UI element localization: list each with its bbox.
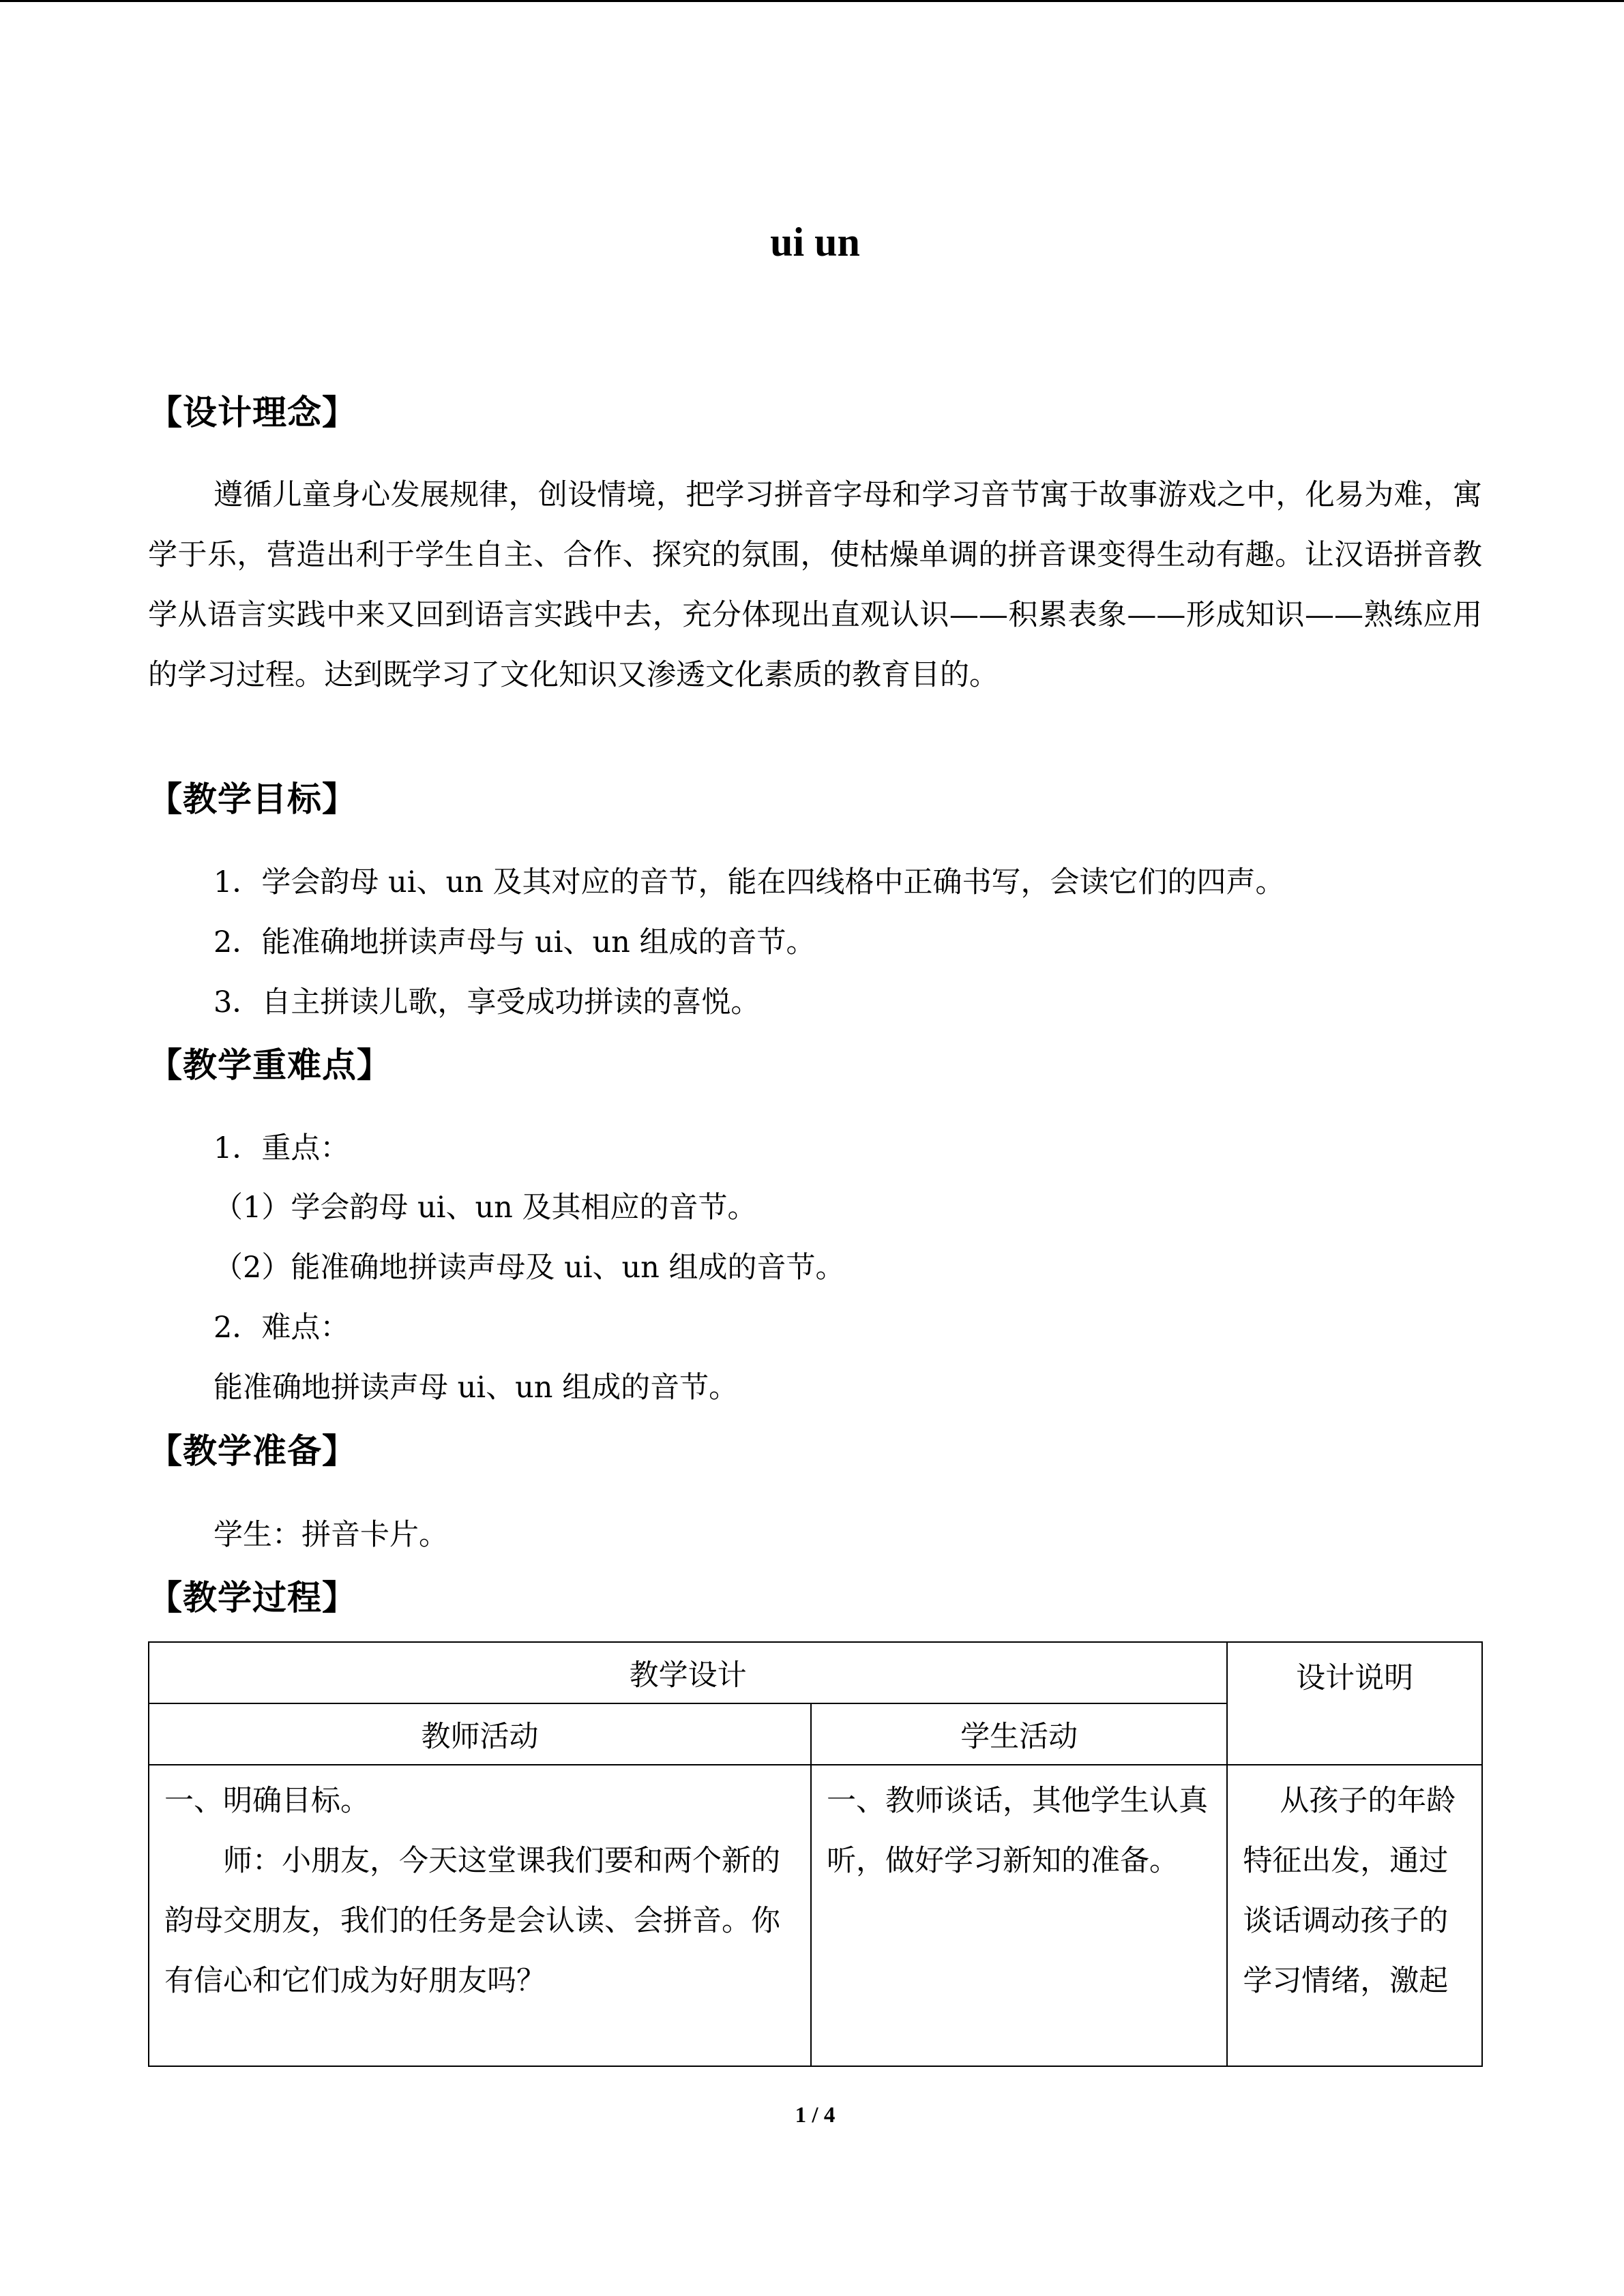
page-number: 1 / 4 bbox=[795, 2103, 836, 2128]
goal-item: 3．自主拼读儿歌，享受成功拼读的喜悦。 bbox=[213, 985, 761, 1019]
key-point-line: （1）学会韵母 ui、un 及其相应的音节。 bbox=[213, 1191, 757, 1225]
key-point-line: （2）能准确地拼读声母及 ui、un 组成的音节。 bbox=[213, 1251, 845, 1285]
header-teacher-activity: 教师活动 bbox=[149, 1703, 811, 1765]
page-top-border bbox=[0, 0, 1624, 2]
teacher-activity-cell bbox=[149, 1765, 811, 2066]
preparation-text: 学生：拼音卡片。 bbox=[213, 1518, 448, 1552]
student-activity-cell bbox=[811, 1765, 1227, 2066]
header-design-notes: 设计说明 bbox=[1227, 1642, 1482, 1765]
heading-preparation: 【教学准备】 bbox=[148, 1431, 357, 1471]
heading-key-points: 【教学重难点】 bbox=[148, 1045, 392, 1085]
goal-item: 1．学会韵母 ui、un 及其对应的音节，能在四线格中正确书写，会读它们的四声。 bbox=[213, 865, 1285, 899]
heading-design-concept: 【设计理念】 bbox=[148, 393, 357, 432]
header-teaching-design: 教学设计 bbox=[149, 1642, 1227, 1703]
teacher-step-title: 一、明确目标。 bbox=[164, 1784, 370, 1818]
key-point-line: 能准确地拼读声母 ui、un 组成的音节。 bbox=[213, 1371, 739, 1405]
table-row bbox=[149, 1765, 1482, 2066]
design-concept-paragraph: 遵循儿童身心发展规律，创设情境，把学习拼音字母和学习音节寓于故事游戏之中，化易为难，寓学于乐，营造出利于学生自主、合作、探究的氛围，使枯燥单调的拼音课变得生动有趣。让汉语拼音教学从语言实践中来又回到语言实践中去，充分体现出直观认识——积累表象——形成知识——熟练应用的学习过程。达到既学习了文化知识又渗透文化素质的教育目的。 bbox=[148, 478, 1482, 692]
design-notes-cell bbox=[1227, 1765, 1482, 2066]
teaching-process-table bbox=[148, 1641, 1483, 2067]
heading-teaching-goals: 【教学目标】 bbox=[148, 779, 357, 819]
table-header-row bbox=[149, 1642, 1482, 1703]
teacher-step-text: 师：小朋友，今天这堂课我们要和两个新的韵母交朋友，我们的任务是会认读、会拼音。你有信心和它们成为好朋友吗？ bbox=[164, 1844, 780, 1998]
key-point-line: 2．难点： bbox=[213, 1311, 350, 1345]
key-point-line: 1．重点： bbox=[213, 1131, 350, 1165]
heading-teaching-process: 【教学过程】 bbox=[148, 1578, 357, 1617]
student-step-text: 一、教师谈话，其他学生认真听，做好学习新知的准备。 bbox=[826, 1784, 1208, 1878]
goal-item: 2．能准确地拼读声母与 ui、un 组成的音节。 bbox=[213, 925, 816, 959]
document-title: ui un bbox=[770, 220, 860, 265]
header-student-activity: 学生活动 bbox=[811, 1703, 1227, 1765]
design-notes-text: 从孩子的年龄特征出发，通过谈话调动孩子的学习情绪，激起 bbox=[1243, 1784, 1456, 1998]
